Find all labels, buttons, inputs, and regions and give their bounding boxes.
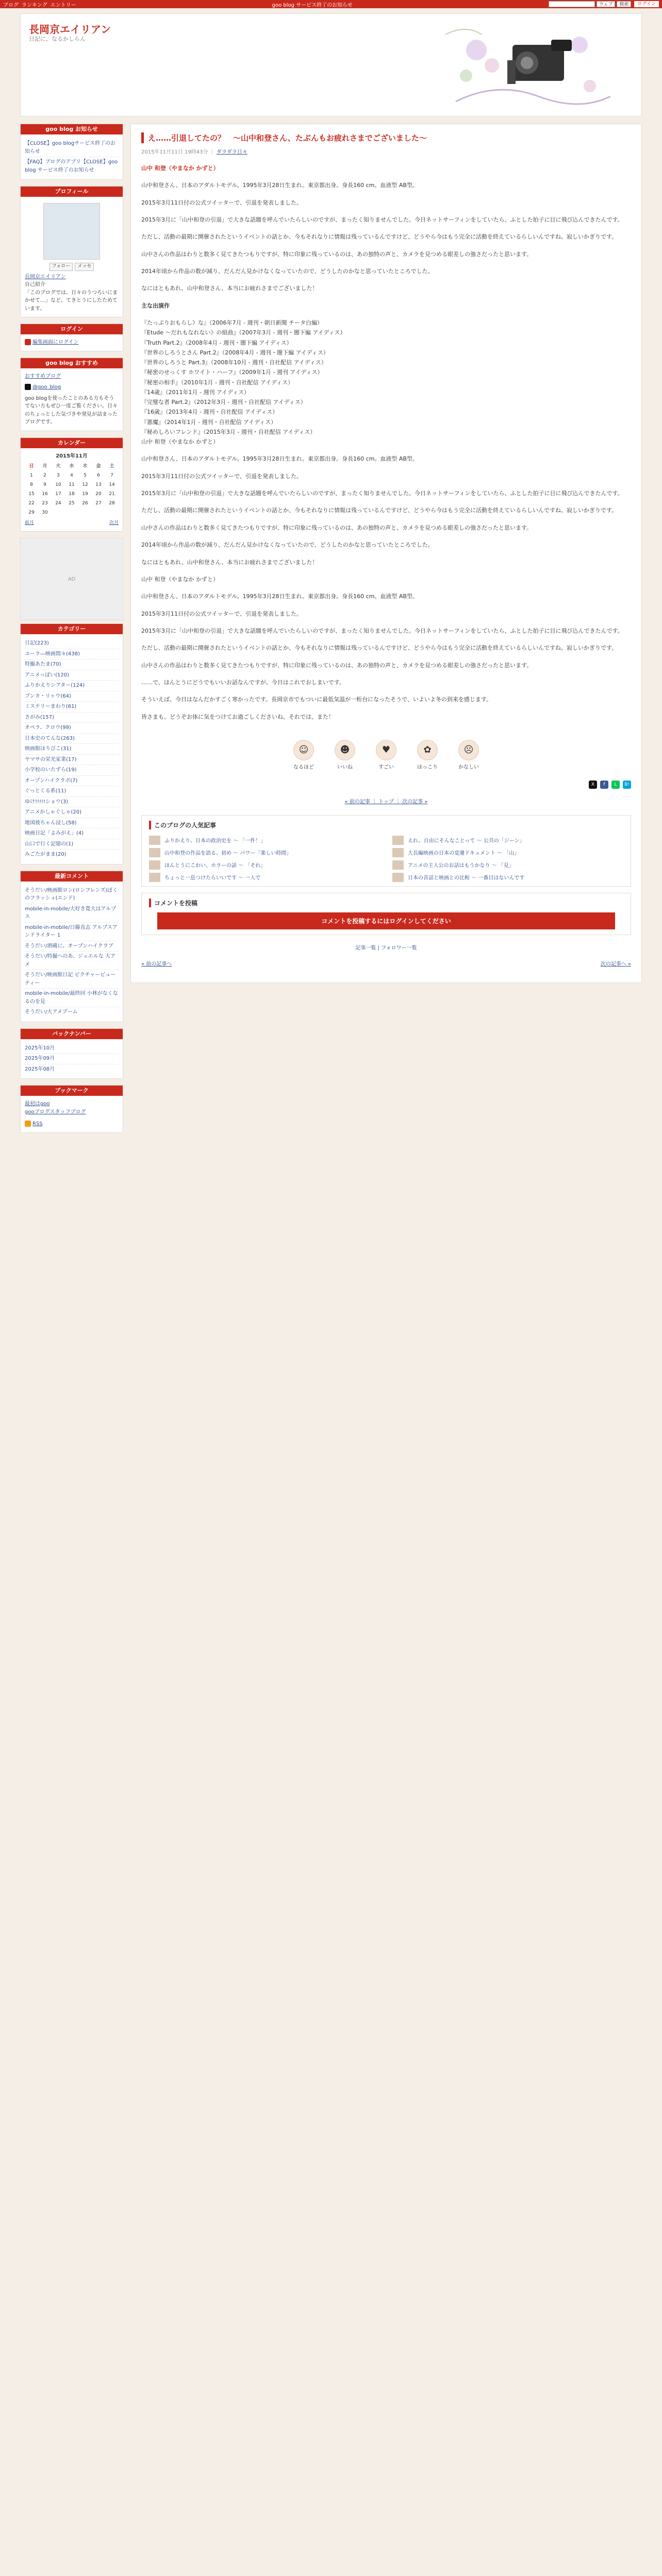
follow-button[interactable]: フォロー <box>49 263 73 271</box>
topbar-link-blog[interactable]: ブログ <box>3 2 19 8</box>
popular-post-thumbnail <box>149 873 160 882</box>
bookmark-title: ブックマーク <box>21 1086 123 1096</box>
category-item[interactable]: アニメっぽい(120) <box>25 670 119 681</box>
category-item[interactable]: ブンカ・リャウ(64) <box>25 691 119 702</box>
category-item[interactable]: 日記(223) <box>25 638 119 649</box>
work-item: 『たっぷりおもらし》な』（2006年7月 - 週刊・朝日新聞 チータ白編） <box>141 319 323 327</box>
calendar-widget-title: カレンダー <box>21 438 123 448</box>
work-item: 『秘密のせっくす ホワイト・ハーフ』（2009年1月 - 週刊 アイディス） <box>141 369 323 376</box>
work-item: 『Etude ～だれもなれない》の組曲』（2007年3月 - 週刊・闇下編 アイディス） <box>141 329 346 336</box>
popular-post-title: ふりかえり、日本の政治史を 〜 「一件！」 <box>164 838 266 844</box>
list-links[interactable]: 記事一覧 | フォロワー一覧 <box>355 945 417 951</box>
profile-widget <box>20 186 123 317</box>
news-item[interactable]: 【CLOSE】goo blogサービス終了のお知らせ <box>25 139 119 157</box>
top-bar <box>0 0 662 8</box>
popular-post-item[interactable] <box>392 836 623 845</box>
popular-post-item[interactable] <box>149 848 380 857</box>
share-line-button[interactable]: L <box>611 781 620 789</box>
nav-next-link[interactable]: 次の記事へ » <box>600 961 631 967</box>
work-item: 『秘めしろいフレンド』（2015年3月 - 週刊・自社配信 アイディス） <box>141 428 316 435</box>
profile-widget-title: プロフィール <box>21 187 123 197</box>
post-paragraph: 2015年3月に「山中和登の引退」で大きな話題を呼んでいたらしいのですが、まったく知りませんでした。今日ネットサーフィンをしていたら、ふとした拍子に目に飛び込んできたんです。 <box>141 216 623 224</box>
recommend-link[interactable]: おすすめブログ <box>25 373 61 379</box>
post-date: 2015年11月11日 19時43分 <box>141 149 208 155</box>
reaction-button[interactable] <box>417 740 438 770</box>
reaction-icon: ☺ <box>293 740 314 760</box>
post-paragraph: ただし、活動の最期に開催されたというイベントの話とか、今もそれなりに情報は残っているんですけど、どうやら今はもう完全に活動を終えているらしいんですね。寂しいかぎりです。 <box>141 645 618 652</box>
topbar-notice[interactable]: goo blog サービス終了のお知らせ <box>272 2 353 8</box>
calendar-widget <box>20 437 123 532</box>
post-paragraph: 山中さんの作品はわりと数多く見てきたつもりですが、特に印象に残っているのは、あの独特の声と、カメラを見つめる眼差しの強さだったと思います。 <box>141 250 533 258</box>
reaction-label: すごい <box>378 764 394 770</box>
popular-post-thumbnail <box>392 848 404 857</box>
post-closing: 皆さまも、どうぞお体に気をつけてお過ごしくださいね。それでは、また！ <box>141 713 334 720</box>
reaction-label: かなしい <box>458 764 479 770</box>
popular-posts <box>141 815 631 887</box>
post-paragraph: なにはともあれ、山中和登さん、本当にお疲れさまでございました！ <box>141 558 318 566</box>
popular-post-title: アニメの主人公のお話はもうかなり 〜 「見」 <box>408 863 514 869</box>
post-paragraph: 山中さんの作品はわりと数多く見てきたつもりですが、特に印象に残っているのは、あの独特の声と、カメラを見つめる眼差しの強さだったと思います。 <box>141 524 533 531</box>
post-paragraph: 2015年3月11日付の公式ツイッターで、引退を発表しました。 <box>141 472 302 480</box>
search-scope-select[interactable]: ウェブ <box>597 1 616 7</box>
topbar-link-ranking[interactable]: ランキング <box>22 2 47 8</box>
recent-comment-item[interactable]: mobile-in-mobile/最終回 小林がなくなるのを見 <box>25 989 119 1007</box>
news-widget-title: goo blog お知らせ <box>21 124 123 134</box>
reaction-label: ほっこり <box>417 764 438 770</box>
works-heading: 主な出演作 <box>141 302 170 309</box>
rss-link[interactable]: RSS <box>32 1121 43 1127</box>
backnumber-item[interactable]: 2025年10月 <box>25 1043 119 1054</box>
sidebar-ad[interactable]: AD <box>20 538 123 620</box>
recent-comment-item[interactable]: mobile-in-mobile/大好き寛大はアルプス <box>25 904 119 923</box>
blog-title[interactable]: 長岡京エイリアン <box>29 23 111 36</box>
popular-posts-heading: このブログの人気記事 <box>149 821 623 829</box>
category-widget-title: カテゴリー <box>21 624 123 634</box>
category-item[interactable]: オペラ、クロウ(99) <box>25 723 119 734</box>
reaction-button[interactable] <box>293 740 314 770</box>
topbar-search <box>549 1 632 7</box>
post-title[interactable]: え……引退してたの？ ～山中和登さん、たぶんもお疲れさまでございました～ <box>141 132 631 143</box>
post-paragraph: 2015年3月11日付の公式ツイッターで、引退を発表しました。 <box>141 199 302 206</box>
work-item: 『完璧な者 Part.2』（2012年3月 - 週刊・自社配信 アイディス） <box>141 399 306 406</box>
post-paragraph: ただし、活動の最期に開催されたというイベントの話とか、今もそれなりに情報は残っているんですけど、どうやら今はもう完全に活動を終えているらしいんですね。寂しいかぎりです。 <box>141 507 618 514</box>
post-paragraph: 山中 和登（やまなか かずと） <box>141 438 219 446</box>
reaction-button[interactable] <box>458 740 479 770</box>
reaction-buttons <box>141 740 631 770</box>
share-x-button[interactable]: X <box>589 781 597 789</box>
pencil-icon <box>25 339 31 345</box>
category-item[interactable]: 山口で行く記憶の(1) <box>25 839 119 850</box>
recommend-x-link[interactable]: @goo_blog <box>32 384 61 391</box>
recommend-widget-title: goo blog おすすめ <box>21 358 123 368</box>
calendar-week: 8 9 10 11 12 13 14 <box>30 482 115 488</box>
news-item[interactable]: 【FAQ】ブログのアプリ【CLOSE】goo blog サービス終了のお知らせ <box>25 159 118 173</box>
popular-post-title: 日本の昔話と映画との比較 〜 一番目はないんです <box>408 875 525 882</box>
post-paragraph: 山中 和登（やまなか かずと） <box>141 165 219 172</box>
popular-post-thumbnail <box>392 836 404 845</box>
reaction-button[interactable] <box>335 740 355 770</box>
work-item: 『悪魔』（2014年1月 - 週刊・自社配信 アイディス） <box>141 418 277 426</box>
popular-post-title: えれ、自由にそんなことって 〜 公共の「ジーン」 <box>408 838 525 844</box>
post-paragraph: 2015年3月に「山中和登の引退」で大きな話題を呼んでいたらしいのですが、まったく知りませんでした。今日ネットサーフィンをしていたら、ふとした拍子に目に飛び込んできたんです。 <box>141 627 623 634</box>
popular-post-title: 大長編映画の日本の変遷ドキュメント 〜 「山」 <box>408 851 520 857</box>
recent-comment-item[interactable]: そうだい/映画館ロン(ロンフレンズ)ぼくのフラッシュ(エンド) <box>25 886 119 904</box>
post-pager[interactable]: « 前の記事 ｜ トップ ｜ 次の記事 » <box>344 799 428 805</box>
login-widget <box>20 324 123 351</box>
post-category-link[interactable]: ダラダラ日々 <box>216 149 247 155</box>
reaction-icon: ☻ <box>335 740 355 760</box>
reaction-icon: ♥ <box>376 740 396 760</box>
category-item[interactable]: 映画日記「よみがえ」(4) <box>25 828 119 839</box>
profile-name-link[interactable]: 長岡京エイリアン <box>25 274 66 280</box>
category-item[interactable]: 特撮あたま(70) <box>25 659 119 670</box>
category-item[interactable]: 地図彼ちゃん浸し(58) <box>25 818 119 829</box>
category-widget <box>20 623 123 865</box>
post-paragraph: ただし、活動の最期に開催されたというイベントの話とか、今もそれなりに情報は残っているんですけど、どうやら今はもう完全に活動を終えているらしいんですね。寂しいかぎりです。 <box>141 233 618 241</box>
share-buttons <box>141 781 631 789</box>
header-illustration <box>435 19 621 112</box>
calendar-week: 1 2 3 4 5 6 7 <box>30 473 113 479</box>
reaction-label: いいね <box>337 764 353 770</box>
calendar-week: 29 30 <box>28 510 48 516</box>
category-item[interactable]: ふりかえりシアター(124) <box>25 681 119 691</box>
popular-post-item[interactable] <box>149 860 380 870</box>
recent-comment-item[interactable]: そうだい/特撮へのあ、ジュエルな 大アメ <box>25 952 119 970</box>
reaction-button[interactable] <box>376 740 396 770</box>
post-closing: そういえば、今日はなんだかすごく寒かったです。長岡京市でもついに最低気温が一桁台になったそうで、いよいよ冬の到来を感じます。 <box>141 696 492 703</box>
popular-post-thumbnail <box>392 873 404 882</box>
category-item[interactable]: 映画館ほりびこ(31) <box>25 744 119 755</box>
reaction-icon: ✿ <box>417 740 438 760</box>
post-paragraph: 2015年3月に「山中和登の引退」で大きな話題を呼んでいたらしいのですが、まったく知りませんでした。今日ネットサーフィンをしていたら、ふとした拍子に目に飛び込んできたんです。 <box>141 490 623 497</box>
popular-post-title: ちょっと一息つけたらいいです 〜 一人で <box>164 875 261 882</box>
post-paragraph: 山中和登さん、日本のアダルトモデル。1995年3月28日生まれ。東京都出身。身長160 cm。血液型 AB型。 <box>141 593 418 600</box>
search-input[interactable] <box>549 1 595 7</box>
share-facebook-button[interactable]: f <box>600 781 608 789</box>
category-item[interactable]: 小学校のいたずら(19) <box>25 765 119 776</box>
recent-comments-title: 最新コメント <box>21 871 123 882</box>
message-button[interactable]: メッセ <box>75 263 94 271</box>
calendar-week: 15 16 17 18 19 20 21 <box>28 492 115 497</box>
recommend-widget <box>20 358 123 431</box>
category-item[interactable]: ヤマサの栄光家業(17) <box>25 755 119 766</box>
post-paragraph: 山中和登さん、日本のアダルトモデル。1995年3月28日生まれ。東京都出身。身長160 cm。血液型 AB型。 <box>141 455 418 463</box>
x-logo-icon <box>25 384 31 390</box>
backnumber-title: バックナンバー <box>21 1029 123 1039</box>
calendar-next[interactable]: 次月 <box>109 520 119 526</box>
work-item: 『Truth Part.2』（2008年4月 - 週刊・闇下編 アイディス） <box>141 339 292 346</box>
calendar-table: 日 月 火 水 木 金 土 1 2 3 4 5 6 7 8 9 10 11 12 13 14 15 16 17 18 19 20 21 22 23 24 25 26 27 28 29 30 <box>25 462 119 518</box>
search-button[interactable]: 検索 <box>617 1 631 7</box>
post-paragraph: 山中 和登（やまなか かずと） <box>141 575 219 583</box>
category-item[interactable]: アニメかしゃぐしゃ(20) <box>25 807 119 818</box>
profile-avatar[interactable] <box>43 203 100 260</box>
work-item: 『秘密の相手』（2010年1月 - 週刊・自社配信 アイディス） <box>141 379 294 386</box>
category-item[interactable]: みごたがまま(20) <box>25 852 67 857</box>
popular-post-item[interactable] <box>392 860 623 870</box>
category-item[interactable]: ゆけ!!!!!ショウ(3) <box>25 797 119 808</box>
topbar-link-entry[interactable]: エントリー <box>50 2 76 8</box>
comment-heading: コメントを投稿 <box>149 899 623 907</box>
post-paragraph: 山中和登さん、日本のアダルトモデル。1995年3月28日生まれ。東京都出身。身長160 cm。血液型 AB型。 <box>141 182 418 189</box>
popular-post-item[interactable] <box>149 873 380 882</box>
comment-login-button[interactable]: コメントを投稿するにはログインしてください <box>157 912 615 929</box>
recent-comment-item[interactable]: そうだい/酒蔵に、オープンハイクラブ <box>25 941 119 952</box>
share-hatena-button[interactable]: B! <box>623 781 631 789</box>
reaction-icon: ☹ <box>458 740 479 760</box>
profile-label: 自己紹介 <box>25 282 45 288</box>
category-item[interactable]: ぐっとくる系(11) <box>25 786 119 797</box>
login-button[interactable]: ログイン <box>634 1 659 7</box>
bookmark-widget <box>20 1085 123 1133</box>
bookmark-link[interactable]: 最初はgoo <box>25 1101 50 1107</box>
recent-comment-item[interactable]: そうだい/大アメブーム <box>25 1009 78 1015</box>
calendar-prev[interactable]: 前月 <box>25 520 35 526</box>
popular-post-item[interactable] <box>149 836 380 845</box>
recent-comments-widget <box>20 871 123 1022</box>
works-list <box>141 318 631 437</box>
work-item: 『世界のしろうとさん Part.2』（2008年4月 - 週刊・闇下編 アイディス） <box>141 349 329 356</box>
reaction-label: なるほど <box>293 764 314 770</box>
popular-post-title: ほんとうにこわい、ホラーの話 〜 「それ」 <box>164 863 266 869</box>
category-item[interactable]: ミステリーまわり(61) <box>25 702 119 713</box>
edit-login-link[interactable]: 編集画面にログイン <box>32 340 79 346</box>
comment-section <box>141 893 631 935</box>
login-widget-title: ログイン <box>21 324 123 334</box>
popular-post-title: 山中和登の作品を語る、初め 〜 パワー「楽しい時間」 <box>164 851 292 857</box>
category-item[interactable]: 日本史のてんな(263) <box>25 734 119 744</box>
post-meta: 2015年11月11日 19時43分 ｜ ダラダラ日々 <box>141 149 247 155</box>
popular-post-thumbnail <box>149 836 160 845</box>
rss-icon <box>25 1121 31 1127</box>
backnumber-item[interactable]: 2025年09月 <box>25 1054 119 1064</box>
recent-comment-item[interactable]: mobile-in-mobile/日藤直志 アルプスアンドライター 1 <box>25 923 119 941</box>
popular-post-thumbnail <box>149 860 160 870</box>
post-paragraph: 山中さんの作品はわりと数多く見てきたつもりですが、特に印象に残っているのは、あの独特の声と、カメラを見つめる眼差しの強さだったと思います。 <box>141 662 533 669</box>
recommend-text: goo blogを使ったことのある方もそうでない方もぜひ一度ご覧ください。日々のちょっとした気づきや発見が詰まったブログです。 <box>25 395 118 426</box>
main-article <box>130 124 642 983</box>
post-paragraph: 2014年頃から作品の数が減り、だんだん見かけなくなっていたので、どうしたのかなと思っていたところでした。 <box>141 541 434 549</box>
profile-text: 「このブログでは、日々のうつろいにまかせて…」など、てきとうにしたためています。 <box>25 290 118 312</box>
work-item: 『16歳』（2013年4月 - 週刊・自社配信 アイディス） <box>141 409 278 416</box>
post-body <box>141 163 631 722</box>
recent-comment-item[interactable]: そうだい/映画館日記 ピクチャービューティー <box>25 970 119 989</box>
backnumber-widget <box>20 1028 123 1079</box>
popular-post-item[interactable] <box>392 848 623 857</box>
popular-post-thumbnail <box>392 860 404 870</box>
post-paragraph: 2014年頃から作品の数が減り、だんだん見かけなくなっていたので、どうしたのかなと思っていたところでした。 <box>141 268 434 275</box>
post-paragraph: なにはともあれ、山中和登さん、本当にお疲れさまでございました！ <box>141 285 318 292</box>
category-item[interactable]: オープンハイクラボ(7) <box>25 776 119 787</box>
nav-prev-link[interactable]: « 前の記事へ <box>141 961 172 967</box>
popular-post-thumbnail <box>149 848 160 857</box>
backnumber-item[interactable]: 2025年08月 <box>25 1066 55 1072</box>
popular-post-item[interactable] <box>392 873 623 882</box>
blog-description: 日記に、なるかしらん <box>29 36 86 42</box>
news-widget <box>20 124 123 180</box>
category-item[interactable]: ユーラ―映画悶々(438) <box>25 649 119 660</box>
blog-header <box>20 13 642 116</box>
calendar-week: 22 23 24 25 26 27 28 <box>28 501 115 506</box>
footer-nav <box>141 959 631 967</box>
post-closing: ……で、ほんとうにどうでもいいお話なんですが、今日はこれでおしまいです。 <box>141 679 345 686</box>
calendar-month: 2015年11月 <box>56 453 88 459</box>
bookmark-link[interactable]: gooブログスタッフブログ <box>25 1109 86 1115</box>
post-paragraph: 2015年3月11日付の公式ツイッターで、引退を発表しました。 <box>141 610 302 617</box>
work-item: 『14歳』（2011年1月 - 週刊 アイディス） <box>141 388 250 396</box>
work-item: 『世界のしろうと Part.3』（2008年10月 - 週刊・自社配信 アイディス） <box>141 359 327 366</box>
category-item[interactable]: さがみ(157) <box>25 713 119 723</box>
